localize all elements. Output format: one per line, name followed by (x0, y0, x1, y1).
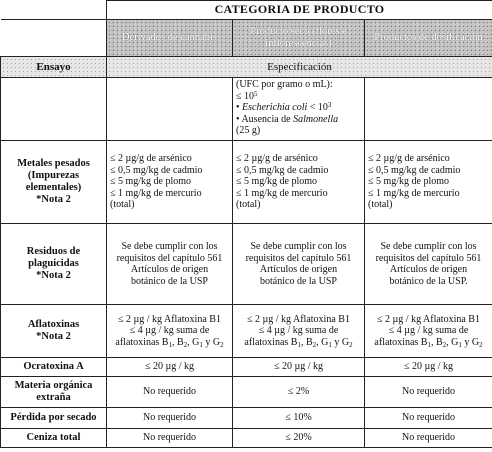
ceniza-total-label: Ceniza total (1, 429, 107, 448)
plaguicidas-spec-b: Se debe cumplir con los requisitos del capítulo 561 Artículos de origen botánico de la USP (233, 224, 365, 305)
subheader-row (1, 57, 492, 78)
materia-organica-label: Materia orgánica extraña (1, 377, 107, 408)
materia-organica-spec-c: No requerido (365, 377, 492, 408)
materia-organica-spec-a: No requerido (107, 377, 233, 408)
table-row-metales (1, 141, 492, 224)
perdida-secado-spec-a: No requerido (107, 408, 233, 429)
table-row-perdida-secado (1, 408, 492, 429)
label-empty (1, 78, 107, 141)
ceniza-total-spec-a: No requerido (107, 429, 233, 448)
metales-label: Metales pesados (Impurezas elementales) *Nota 2 (1, 141, 107, 224)
table-row-plaguicidas (1, 224, 492, 305)
ocratoxina-spec-c: ≤ 20 µg / kg (365, 358, 492, 377)
aflatoxinas-label: Aflatoxinas *Nota 2 (1, 305, 107, 358)
blank-corner-2 (1, 20, 107, 57)
category-producto-seco: Producto seco (flores e inflorescencias) (233, 20, 365, 57)
blank-corner (1, 1, 107, 20)
plaguicidas-label: Residuos de plaguicidas *Nota 2 (1, 224, 107, 305)
metales-spec-b: ≤ 2 µg/g de arsénico ≤ 0,5 mg/kg de cadmio ≤ 5 mg/kg de plomo ≤ 1 mg/kg de mercurio (total) (233, 141, 365, 224)
ceniza-total-spec-b: ≤ 20% (233, 429, 365, 448)
perdida-secado-spec-b: ≤ 10% (233, 408, 365, 429)
cell-empty-c (365, 78, 492, 141)
table-row-ceniza-total (1, 429, 492, 448)
assay-header: Ensayo (1, 57, 107, 78)
category-derivados: Derivados de cannabis (107, 20, 233, 57)
ocratoxina-label: Ocratoxina A (1, 358, 107, 377)
plaguicidas-spec-c: Se debe cumplir con los requisitos del capítulo 561 Artículos de origen botánico de la USP. (365, 224, 492, 305)
title-row (1, 1, 492, 20)
plaguicidas-spec-a: Se debe cumplir con los requisitos del capítulo 561 Artículos de origen botánico de la USP (107, 224, 233, 305)
materia-organica-spec-b: ≤ 2% (233, 377, 365, 408)
spec-header: Especificación (107, 57, 492, 78)
aflatoxinas-spec-b: ≤ 2 µg / kg Aflatoxina B1 ≤ 4 µg / kg suma de aflatoxinas $B_1$, $B_2$, $G_1$ y $G_2$ (233, 305, 365, 358)
table-row-materia-organica (1, 377, 492, 408)
ceniza-total-spec-c: No requerido (365, 429, 492, 448)
category-productos-dosificacion: Productos de dosificación (365, 20, 492, 57)
table-row-microbiologico (1, 78, 492, 141)
ocratoxina-spec-b: ≤ 20 µg / kg (233, 358, 365, 377)
cell-empty-a (107, 78, 233, 141)
aflatoxinas-spec-a: ≤ 2 µg / kg Aflatoxina B1 ≤ 4 µg / kg suma de aflatoxinas $B_1$, $B_2$, $G_1$ y $G_2$ (107, 305, 233, 358)
aflatoxinas-spec-c: ≤ 2 µg / kg Aflatoxina B1 ≤ 4 µg / kg suma de aflatoxinas $B_1$, $B_2$, $G_1$ y $G_2$ (365, 305, 492, 358)
micro-spec-b: (UFC por gramo o mL): ≤ $10^5$ • Escherichia coli < $10^3$ • Ausencia de Salmonella (25 g) (233, 78, 365, 141)
category-row (1, 20, 492, 57)
metales-spec-c: ≤ 2 µg/g de arsénico ≤ 0,5 mg/kg de cadmio ≤ 5 mg/kg de plomo ≤ 1 mg/kg de mercurio (total) (365, 141, 492, 224)
table-title: CATEGORIA DE PRODUCTO (107, 1, 492, 20)
metales-spec-a: ≤ 2 µg/g de arsénico ≤ 0,5 mg/kg de cadmio ≤ 5 mg/kg de plomo ≤ 1 mg/kg de mercurio (total) (107, 141, 233, 224)
perdida-secado-spec-c: No requerido (365, 408, 492, 429)
perdida-secado-label: Pérdida por secado (1, 408, 107, 429)
table-row-aflatoxinas (1, 305, 492, 358)
ocratoxina-spec-a: ≤ 20 µg / kg (107, 358, 233, 377)
table-row-ocratoxina (1, 358, 492, 377)
